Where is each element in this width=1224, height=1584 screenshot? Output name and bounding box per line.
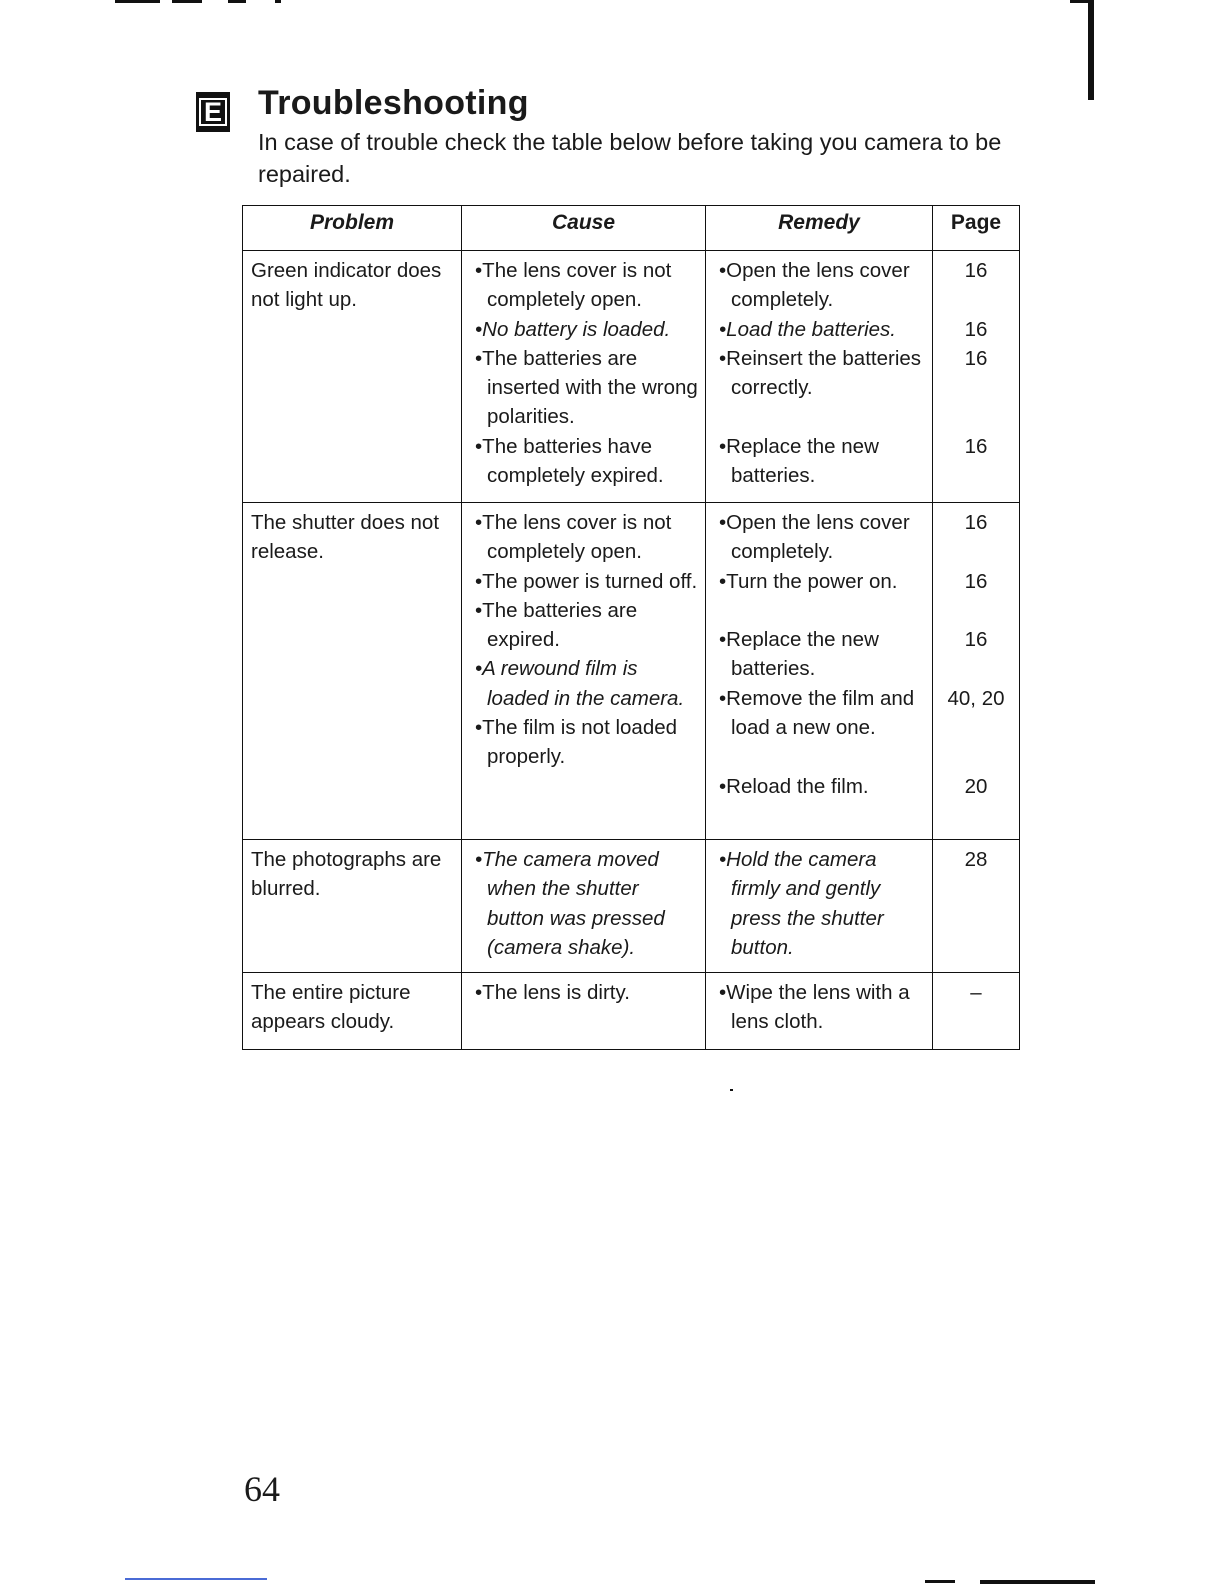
remedy-item: •Wipe the lens with a lens cloth. xyxy=(719,981,910,1034)
page-ref: 16 xyxy=(964,259,988,282)
page-ref: 16 xyxy=(964,317,988,341)
page-ref: 40, 20 xyxy=(947,686,1005,710)
page-ref: 28 xyxy=(964,848,988,871)
remedy-item: •Turn the power on. xyxy=(719,569,898,593)
remedy-item: •Reload the film. xyxy=(719,774,869,798)
cause-cell xyxy=(462,503,706,840)
remedy-item: •Reinsert the batteries correctly. xyxy=(719,346,922,400)
scan-mark xyxy=(980,1580,1095,1584)
cause-item: •The batteries have completely expired. xyxy=(475,434,664,488)
remedy-cell xyxy=(706,251,933,503)
remedy-item: •Remove the film and load a new one. xyxy=(719,686,915,740)
cause-item: •A rewound film is loaded in the camera. xyxy=(475,657,685,710)
table-header-row xyxy=(243,206,1020,251)
scan-dot xyxy=(730,1089,733,1091)
page-cell xyxy=(933,503,1020,840)
scan-edge-mark xyxy=(1088,0,1094,100)
scan-mark xyxy=(115,0,160,3)
page-number: 64 xyxy=(244,1469,280,1509)
page-cell xyxy=(933,840,1020,973)
remedy-cell xyxy=(706,840,933,973)
page-cell xyxy=(933,251,1020,503)
header-page: Page xyxy=(933,206,1020,251)
problem-cell: Green indicator does not light up. xyxy=(243,251,462,503)
cause-cell xyxy=(462,973,706,1050)
scan-underline xyxy=(125,1578,267,1580)
cause-item: •The lens cover is not completely open. xyxy=(475,511,672,564)
page-ref: – xyxy=(970,981,982,1004)
page-cell xyxy=(933,973,1020,1050)
header-cause: Cause xyxy=(462,206,706,251)
remedy-cell xyxy=(706,973,933,1050)
cause-item: •No battery is loaded. xyxy=(475,317,671,341)
page-ref: 16 xyxy=(964,511,988,534)
page-ref: 16 xyxy=(964,434,988,458)
cause-cell xyxy=(462,251,706,503)
cause-item: •The film is not loaded properly. xyxy=(475,716,678,769)
cause-cell xyxy=(462,840,706,973)
table-row xyxy=(243,840,1020,973)
remedy-item: •Open the lens cover completely. xyxy=(719,511,910,564)
cause-item: •The power is turned off. xyxy=(475,569,698,593)
remedy-item: •Hold the camera firmly and gently press the shutter button. xyxy=(719,848,884,959)
problem-cell: The entire picture appears cloudy. xyxy=(243,973,462,1050)
section-badge xyxy=(196,92,230,132)
table-row xyxy=(243,251,1020,503)
cause-item: •The camera moved when the shutter button was pressed (camera shake). xyxy=(475,848,665,959)
scan-mark xyxy=(172,0,202,3)
page-ref: 16 xyxy=(964,569,988,593)
table-row xyxy=(243,503,1020,840)
remedy-item: •Load the batteries. xyxy=(719,317,896,341)
section-badge-letter: E xyxy=(199,98,227,126)
remedy-cell xyxy=(706,503,933,840)
page-ref: 16 xyxy=(964,346,988,370)
header-remedy: Remedy xyxy=(706,206,933,251)
cause-item: •The lens cover is not completely open. xyxy=(475,259,672,312)
page-ref: 16 xyxy=(964,628,988,652)
problem-cell: The shutter does not release. xyxy=(243,503,462,840)
page-title: Troubleshooting xyxy=(258,84,529,122)
remedy-item: •Open the lens cover completely. xyxy=(719,259,910,312)
scan-mark xyxy=(1070,0,1092,3)
scan-mark xyxy=(275,0,281,3)
remedy-item: •Replace the new batteries. xyxy=(719,628,879,681)
page-ref: 20 xyxy=(964,774,988,798)
remedy-item: •Replace the new batteries. xyxy=(719,434,879,488)
table-row xyxy=(243,973,1020,1050)
cause-item: •The batteries are expired. xyxy=(475,598,638,652)
header-problem: Problem xyxy=(243,206,462,251)
troubleshooting-table xyxy=(242,205,1020,1050)
scan-mark xyxy=(925,1580,955,1583)
intro-text: In case of trouble check the table below before taking you camera to be repaired. xyxy=(258,129,1002,187)
cause-item: •The lens is dirty. xyxy=(475,981,630,1004)
scan-mark xyxy=(228,0,246,3)
problem-cell: The photographs are blurred. xyxy=(243,840,462,973)
cause-item: •The batteries are inserted with the wrong polarities. xyxy=(475,346,698,429)
